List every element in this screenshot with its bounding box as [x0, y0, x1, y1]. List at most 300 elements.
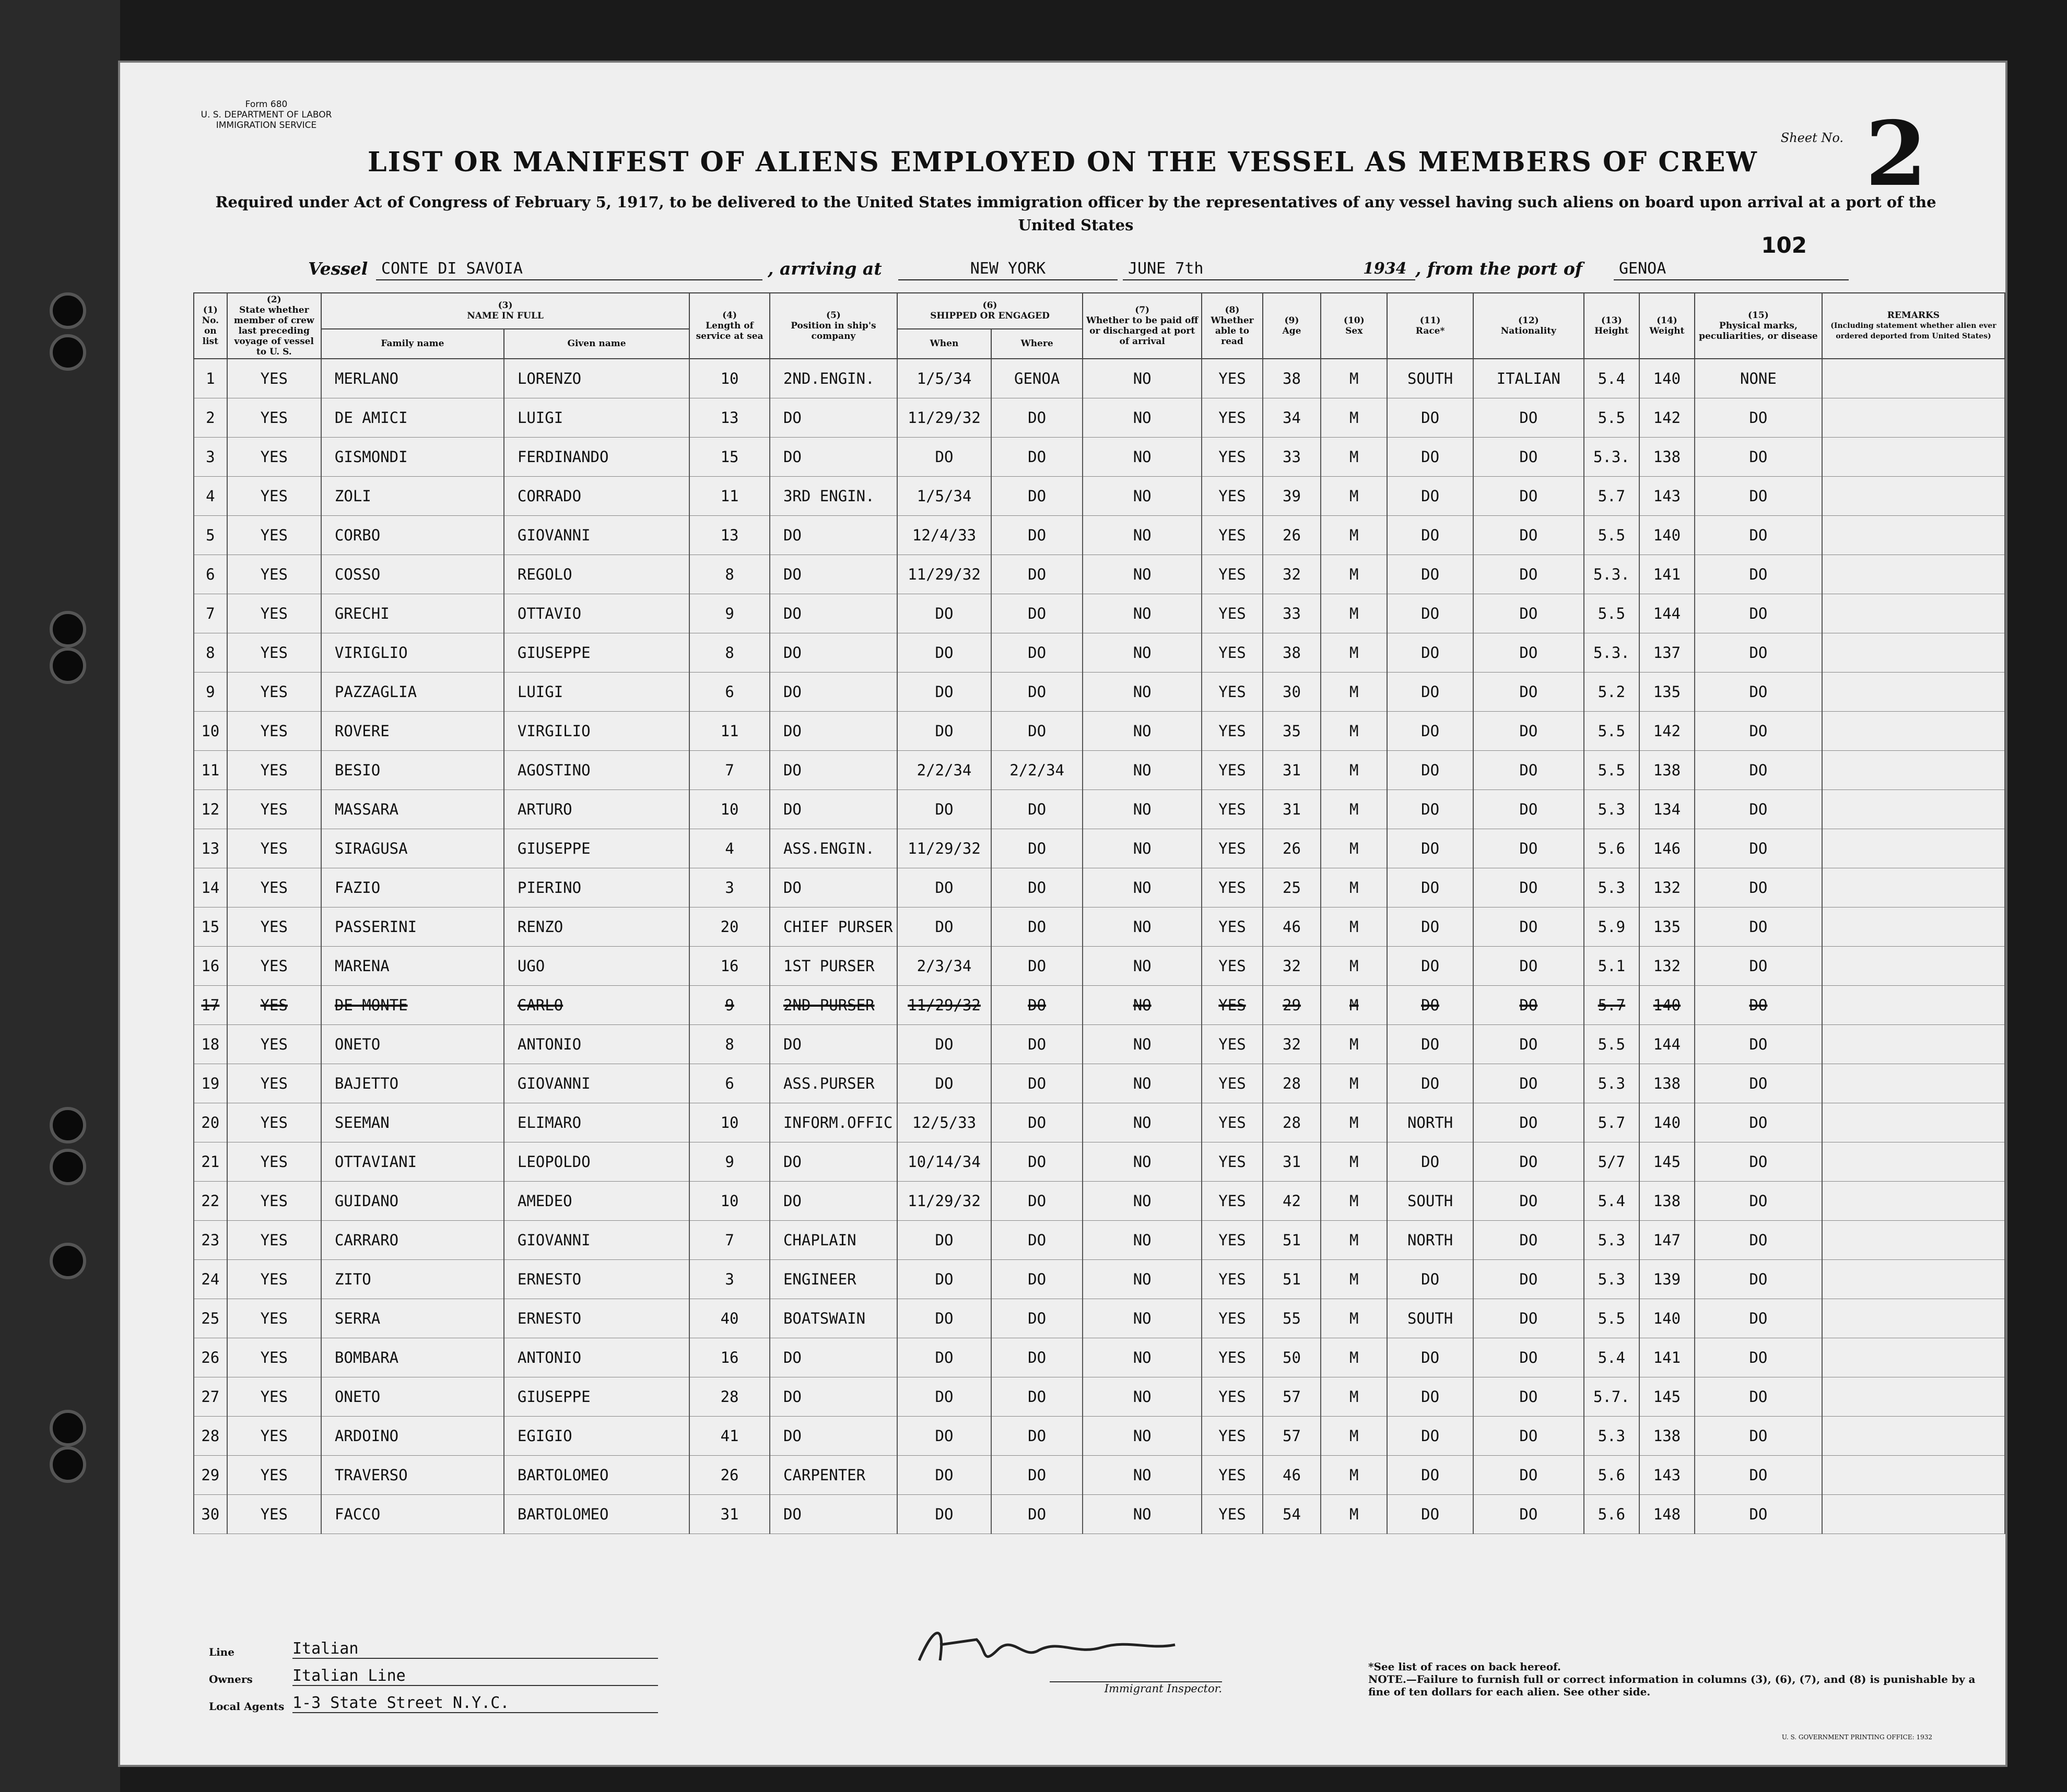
cell-nationality: DO	[1473, 398, 1584, 438]
cell-age: 55	[1263, 1299, 1321, 1338]
cell-family-name: ZITO	[321, 1260, 504, 1299]
cell-physical-marks: DO	[1695, 673, 1822, 712]
cell-service-length: 10	[689, 359, 770, 398]
cell-race: DO	[1387, 1377, 1473, 1417]
cell-sex: M	[1321, 1221, 1387, 1260]
cell-remarks	[1822, 359, 2005, 398]
cell-shipped-where: DO	[991, 907, 1083, 947]
cell-remarks	[1822, 1338, 2005, 1377]
cell-remarks	[1822, 1299, 2005, 1338]
cell-age: 26	[1263, 516, 1321, 555]
cell-shipped-when: DO	[897, 1260, 991, 1299]
cell-sex: M	[1321, 398, 1387, 438]
cell-height: 5.5	[1584, 398, 1639, 438]
cell-preceding-voyage: YES	[227, 868, 321, 907]
cell-given-name: PIERINO	[504, 868, 689, 907]
cell-given-name: FERDINANDO	[504, 438, 689, 477]
cell-family-name: ZOLI	[321, 477, 504, 516]
cell-remarks	[1822, 751, 2005, 790]
cell-shipped-when: DO	[897, 438, 991, 477]
inspector-signature	[903, 1619, 1217, 1676]
cell-physical-marks: DO	[1695, 594, 1822, 633]
cell-age: 31	[1263, 790, 1321, 829]
cell-row-number: 18	[194, 1025, 227, 1064]
cell-remarks	[1822, 1377, 2005, 1417]
cell-position: DO	[770, 673, 897, 712]
cell-physical-marks: DO	[1695, 398, 1822, 438]
cell-race: DO	[1387, 790, 1473, 829]
cell-able-to-read: YES	[1202, 790, 1263, 829]
cell-able-to-read: YES	[1202, 1299, 1263, 1338]
cell-sex: M	[1321, 868, 1387, 907]
cell-remarks	[1822, 438, 2005, 477]
cell-age: 35	[1263, 712, 1321, 751]
cell-preceding-voyage: YES	[227, 477, 321, 516]
cell-given-name: CARLO	[504, 986, 689, 1025]
cell-able-to-read: YES	[1202, 986, 1263, 1025]
cell-height: 5.4	[1584, 359, 1639, 398]
cell-nationality: DO	[1473, 594, 1584, 633]
cell-paid-off: NO	[1083, 555, 1202, 594]
cell-service-length: 15	[689, 438, 770, 477]
cell-family-name: BAJETTO	[321, 1064, 504, 1103]
cell-position: ASS.PURSER	[770, 1064, 897, 1103]
cell-row-number: 6	[194, 555, 227, 594]
cell-position: DO	[770, 1025, 897, 1064]
col-header-paid-off: (7) Whether to be paid off or discharged at port of arrival	[1083, 293, 1202, 359]
cell-given-name: LORENZO	[504, 359, 689, 398]
col-header-when: When	[897, 329, 991, 359]
cell-position: DO	[770, 1338, 897, 1377]
crew-row	[194, 1142, 2005, 1182]
cell-service-length: 41	[689, 1417, 770, 1456]
cell-shipped-when: DO	[897, 1495, 991, 1534]
crew-row	[194, 1377, 2005, 1417]
cell-given-name: LUIGI	[504, 398, 689, 438]
cell-height: 5/7	[1584, 1142, 1639, 1182]
cell-shipped-where: DO	[991, 438, 1083, 477]
cell-position: DO	[770, 398, 897, 438]
cell-height: 5.5	[1584, 712, 1639, 751]
cell-age: 51	[1263, 1260, 1321, 1299]
cell-nationality: DO	[1473, 790, 1584, 829]
cell-nationality: DO	[1473, 947, 1584, 986]
cell-weight: 137	[1639, 633, 1695, 673]
cell-height: 5.7	[1584, 1103, 1639, 1142]
cell-physical-marks: DO	[1695, 907, 1822, 947]
cell-shipped-when: DO	[897, 594, 991, 633]
cell-sex: M	[1321, 907, 1387, 947]
crew-row	[194, 1064, 2005, 1103]
cell-service-length: 8	[689, 633, 770, 673]
cell-given-name: GIUSEPPE	[504, 633, 689, 673]
cell-shipped-where: DO	[991, 1182, 1083, 1221]
cell-paid-off: NO	[1083, 829, 1202, 868]
cell-position: 1ST PURSER	[770, 947, 897, 986]
cell-age: 33	[1263, 438, 1321, 477]
cell-nationality: DO	[1473, 1103, 1584, 1142]
cell-service-length: 3	[689, 1260, 770, 1299]
crew-row	[194, 907, 2005, 947]
cell-preceding-voyage: YES	[227, 790, 321, 829]
punch-hole	[50, 292, 86, 329]
cell-able-to-read: YES	[1202, 1417, 1263, 1456]
cell-physical-marks: DO	[1695, 1103, 1822, 1142]
cell-shipped-when: DO	[897, 1456, 991, 1495]
cell-service-length: 40	[689, 1299, 770, 1338]
cell-service-length: 7	[689, 1221, 770, 1260]
cell-physical-marks: DO	[1695, 986, 1822, 1025]
form-service: IMMIGRATION SERVICE	[216, 120, 317, 131]
cell-paid-off: NO	[1083, 1456, 1202, 1495]
cell-able-to-read: YES	[1202, 1260, 1263, 1299]
cell-row-number: 1	[194, 359, 227, 398]
cell-nationality: DO	[1473, 673, 1584, 712]
punch-hole	[50, 1243, 86, 1279]
arrival-port: NEW YORK	[898, 258, 1118, 280]
cell-able-to-read: YES	[1202, 1456, 1263, 1495]
cell-race: DO	[1387, 1064, 1473, 1103]
cell-position: CARPENTER	[770, 1456, 897, 1495]
cell-paid-off: NO	[1083, 1260, 1202, 1299]
crew-row	[194, 1495, 2005, 1534]
punch-hole	[50, 611, 86, 647]
cell-given-name: AGOSTINO	[504, 751, 689, 790]
cell-preceding-voyage: YES	[227, 1064, 321, 1103]
cell-height: 5.5	[1584, 1025, 1639, 1064]
cell-physical-marks: DO	[1695, 829, 1822, 868]
cell-race: NORTH	[1387, 1221, 1473, 1260]
cell-height: 5.3.	[1584, 438, 1639, 477]
cell-nationality: DO	[1473, 751, 1584, 790]
cell-family-name: DE AMICI	[321, 398, 504, 438]
cell-remarks	[1822, 1260, 2005, 1299]
cell-preceding-voyage: YES	[227, 1495, 321, 1534]
cell-service-length: 31	[689, 1495, 770, 1534]
col-header-shipped: (6) SHIPPED OR ENGAGED	[897, 293, 1083, 329]
cell-race: DO	[1387, 477, 1473, 516]
cell-position: ASS.ENGIN.	[770, 829, 897, 868]
cell-service-length: 11	[689, 477, 770, 516]
cell-height: 5.3	[1584, 1260, 1639, 1299]
cell-age: 57	[1263, 1417, 1321, 1456]
cell-shipped-when: DO	[897, 790, 991, 829]
cell-remarks	[1822, 1182, 2005, 1221]
cell-height: 5.4	[1584, 1338, 1639, 1377]
cell-service-length: 9	[689, 1142, 770, 1182]
owners-value: Italian Line	[292, 1667, 658, 1686]
cell-able-to-read: YES	[1202, 829, 1263, 868]
cell-sex: M	[1321, 1182, 1387, 1221]
cell-service-length: 16	[689, 947, 770, 986]
cell-paid-off: NO	[1083, 907, 1202, 947]
cell-preceding-voyage: YES	[227, 751, 321, 790]
cell-shipped-where: 2/2/34	[991, 751, 1083, 790]
cell-nationality: DO	[1473, 1260, 1584, 1299]
cell-given-name: UGO	[504, 947, 689, 986]
cell-given-name: VIRGILIO	[504, 712, 689, 751]
crew-row	[194, 1025, 2005, 1064]
cell-family-name: OTTAVIANI	[321, 1142, 504, 1182]
crew-row	[194, 673, 2005, 712]
cell-given-name: EGIGIO	[504, 1417, 689, 1456]
departure-port: GENOA	[1614, 258, 1849, 280]
cell-position: ENGINEER	[770, 1260, 897, 1299]
crew-row	[194, 594, 2005, 633]
line-label: Line	[209, 1646, 234, 1658]
cell-given-name: GIOVANNI	[504, 1221, 689, 1260]
cell-nationality: DO	[1473, 555, 1584, 594]
punch-hole	[50, 1107, 86, 1143]
cell-able-to-read: YES	[1202, 751, 1263, 790]
cell-row-number: 30	[194, 1495, 227, 1534]
cell-family-name: MARENA	[321, 947, 504, 986]
cell-family-name: VIRIGLIO	[321, 633, 504, 673]
col-header-nationality: (12) Nationality	[1473, 293, 1584, 359]
cell-shipped-where: DO	[991, 986, 1083, 1025]
cell-service-length: 8	[689, 555, 770, 594]
cell-height: 5.5	[1584, 594, 1639, 633]
cell-row-number: 23	[194, 1221, 227, 1260]
cell-weight: 143	[1639, 1456, 1695, 1495]
cell-preceding-voyage: YES	[227, 594, 321, 633]
cell-service-length: 6	[689, 1064, 770, 1103]
col-header-number: (1) No. on list	[194, 293, 227, 359]
cell-age: 28	[1263, 1064, 1321, 1103]
crew-row	[194, 1260, 2005, 1299]
cell-row-number: 22	[194, 1182, 227, 1221]
cell-family-name: COSSO	[321, 555, 504, 594]
cell-physical-marks: DO	[1695, 751, 1822, 790]
cell-weight: 138	[1639, 1417, 1695, 1456]
cell-race: SOUTH	[1387, 359, 1473, 398]
crew-row	[194, 1338, 2005, 1377]
col-header-where: Where	[991, 329, 1083, 359]
cell-family-name: SERRA	[321, 1299, 504, 1338]
cell-preceding-voyage: YES	[227, 359, 321, 398]
cell-shipped-where: DO	[991, 1456, 1083, 1495]
cell-age: 46	[1263, 907, 1321, 947]
cell-shipped-when: DO	[897, 633, 991, 673]
cell-race: DO	[1387, 633, 1473, 673]
cell-family-name: ONETO	[321, 1025, 504, 1064]
cell-shipped-where: DO	[991, 633, 1083, 673]
cell-service-length: 10	[689, 1103, 770, 1142]
cell-physical-marks: DO	[1695, 1299, 1822, 1338]
crew-table-body	[194, 359, 2005, 1534]
cell-age: 38	[1263, 359, 1321, 398]
cell-given-name: ANTONIO	[504, 1338, 689, 1377]
cell-race: DO	[1387, 751, 1473, 790]
cell-shipped-where: DO	[991, 790, 1083, 829]
cell-shipped-when: DO	[897, 907, 991, 947]
cell-preceding-voyage: YES	[227, 907, 321, 947]
cell-weight: 144	[1639, 594, 1695, 633]
cell-able-to-read: YES	[1202, 1025, 1263, 1064]
cell-weight: 138	[1639, 438, 1695, 477]
arriving-label: , arriving at	[768, 258, 882, 279]
cell-family-name: GRECHI	[321, 594, 504, 633]
cell-sex: M	[1321, 1495, 1387, 1534]
cell-weight: 144	[1639, 1025, 1695, 1064]
col-header-name: (3) NAME IN FULL	[321, 293, 689, 329]
cell-given-name: ARTURO	[504, 790, 689, 829]
cell-weight: 142	[1639, 398, 1695, 438]
cell-family-name: GISMONDI	[321, 438, 504, 477]
cell-nationality: DO	[1473, 1064, 1584, 1103]
cell-weight: 132	[1639, 868, 1695, 907]
cell-position: 2ND PURSER	[770, 986, 897, 1025]
cell-able-to-read: YES	[1202, 477, 1263, 516]
cell-nationality: DO	[1473, 438, 1584, 477]
cell-weight: 138	[1639, 751, 1695, 790]
cell-position: 3RD ENGIN.	[770, 477, 897, 516]
cell-able-to-read: YES	[1202, 1064, 1263, 1103]
cell-race: DO	[1387, 1338, 1473, 1377]
cell-preceding-voyage: YES	[227, 633, 321, 673]
cell-shipped-where: DO	[991, 1142, 1083, 1182]
cell-service-length: 9	[689, 594, 770, 633]
cell-shipped-when: 11/29/32	[897, 555, 991, 594]
cell-height: 5.4	[1584, 1182, 1639, 1221]
cell-service-length: 28	[689, 1377, 770, 1417]
cell-shipped-where: DO	[991, 712, 1083, 751]
cell-shipped-when: 12/5/33	[897, 1103, 991, 1142]
cell-age: 38	[1263, 633, 1321, 673]
cell-sex: M	[1321, 438, 1387, 477]
race-note: *See list of races on back hereof.	[1368, 1660, 1561, 1673]
cell-given-name: ERNESTO	[504, 1260, 689, 1299]
cell-service-length: 10	[689, 1182, 770, 1221]
cell-position: DO	[770, 1182, 897, 1221]
col-header-family-name: Family name	[321, 329, 504, 359]
cell-weight: 140	[1639, 986, 1695, 1025]
cell-shipped-when: 10/14/34	[897, 1142, 991, 1182]
cell-remarks	[1822, 398, 2005, 438]
cell-able-to-read: YES	[1202, 1377, 1263, 1417]
cell-shipped-when: 2/3/34	[897, 947, 991, 986]
cell-preceding-voyage: YES	[227, 516, 321, 555]
cell-race: DO	[1387, 555, 1473, 594]
cell-height: 5.7	[1584, 986, 1639, 1025]
cell-age: 30	[1263, 673, 1321, 712]
cell-position: DO	[770, 1495, 897, 1534]
cell-shipped-when: DO	[897, 1338, 991, 1377]
crew-row	[194, 516, 2005, 555]
cell-age: 50	[1263, 1338, 1321, 1377]
cell-nationality: DO	[1473, 907, 1584, 947]
cell-sex: M	[1321, 1417, 1387, 1456]
cell-able-to-read: YES	[1202, 555, 1263, 594]
crew-row	[194, 359, 2005, 398]
cell-paid-off: NO	[1083, 477, 1202, 516]
cell-height: 5.3.	[1584, 555, 1639, 594]
col-header-remarks: REMARKS (Including statement whether alien ever ordered deported from United States)	[1822, 293, 2005, 359]
cell-weight: 135	[1639, 673, 1695, 712]
cell-remarks	[1822, 712, 2005, 751]
cell-position: DO	[770, 1142, 897, 1182]
cell-sex: M	[1321, 1103, 1387, 1142]
cell-shipped-where: DO	[991, 1025, 1083, 1064]
cell-paid-off: NO	[1083, 1182, 1202, 1221]
cell-nationality: DO	[1473, 1025, 1584, 1064]
cell-preceding-voyage: YES	[227, 829, 321, 868]
cell-shipped-where: DO	[991, 1064, 1083, 1103]
cell-remarks	[1822, 868, 2005, 907]
vessel-name: CONTE DI SAVOIA	[376, 258, 762, 280]
cell-preceding-voyage: YES	[227, 1377, 321, 1417]
cell-able-to-read: YES	[1202, 1221, 1263, 1260]
cell-weight: 141	[1639, 1338, 1695, 1377]
crew-row	[194, 790, 2005, 829]
cell-sex: M	[1321, 1299, 1387, 1338]
cell-race: DO	[1387, 398, 1473, 438]
cell-nationality: DO	[1473, 1377, 1584, 1417]
cell-nationality: DO	[1473, 712, 1584, 751]
cell-remarks	[1822, 1417, 2005, 1456]
cell-position: DO	[770, 516, 897, 555]
cell-service-length: 10	[689, 790, 770, 829]
cell-height: 5.6	[1584, 829, 1639, 868]
cell-age: 28	[1263, 1103, 1321, 1142]
cell-physical-marks: DO	[1695, 1338, 1822, 1377]
cell-position: CHIEF PURSER	[770, 907, 897, 947]
cell-physical-marks: DO	[1695, 1064, 1822, 1103]
cell-race: DO	[1387, 1025, 1473, 1064]
cell-physical-marks: DO	[1695, 1495, 1822, 1534]
cell-physical-marks: DO	[1695, 516, 1822, 555]
cell-age: 54	[1263, 1495, 1321, 1534]
cell-given-name: LUIGI	[504, 673, 689, 712]
cell-given-name: CORRADO	[504, 477, 689, 516]
cell-nationality: DO	[1473, 477, 1584, 516]
cell-age: 33	[1263, 594, 1321, 633]
crew-row	[194, 1417, 2005, 1456]
cell-weight: 147	[1639, 1221, 1695, 1260]
cell-given-name: GIUSEPPE	[504, 1377, 689, 1417]
cell-service-length: 13	[689, 398, 770, 438]
cell-paid-off: NO	[1083, 516, 1202, 555]
cell-shipped-where: DO	[991, 398, 1083, 438]
cell-age: 32	[1263, 555, 1321, 594]
arrival-year: 1934	[1358, 258, 1415, 280]
cell-remarks	[1822, 986, 2005, 1025]
col-header-position: (5) Position in ship's company	[770, 293, 897, 359]
cell-age: 32	[1263, 947, 1321, 986]
punch-hole	[50, 647, 86, 684]
from-label: , from the port of	[1415, 258, 1583, 279]
cell-position: DO	[770, 1417, 897, 1456]
cell-race: DO	[1387, 947, 1473, 986]
cell-given-name: GIUSEPPE	[504, 829, 689, 868]
cell-given-name: BARTOLOMEO	[504, 1456, 689, 1495]
cell-physical-marks: DO	[1695, 1417, 1822, 1456]
cell-nationality: DO	[1473, 829, 1584, 868]
cell-able-to-read: YES	[1202, 1182, 1263, 1221]
cell-physical-marks: DO	[1695, 1221, 1822, 1260]
stamp-number: 102	[1761, 232, 1807, 258]
form-identifier	[188, 99, 345, 131]
cell-row-number: 28	[194, 1417, 227, 1456]
cell-row-number: 7	[194, 594, 227, 633]
cell-physical-marks: DO	[1695, 947, 1822, 986]
cell-race: DO	[1387, 986, 1473, 1025]
col-header-given-name: Given name	[504, 329, 689, 359]
cell-row-number: 27	[194, 1377, 227, 1417]
punch-hole	[50, 1410, 86, 1446]
cell-nationality: DO	[1473, 516, 1584, 555]
cell-able-to-read: YES	[1202, 1142, 1263, 1182]
